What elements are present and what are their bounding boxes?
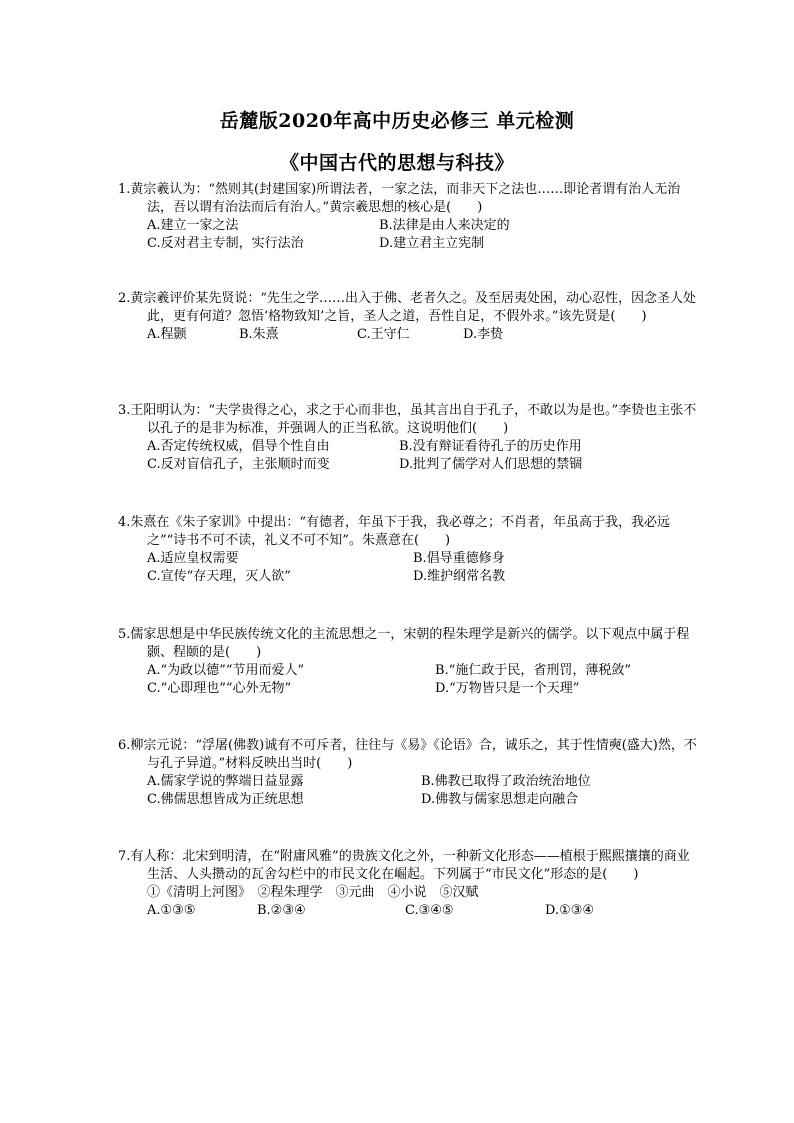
option-c: C.佛儒思想皆成为正统思想 [147,792,304,807]
page-subtitle: 《中国古代的思想与科技》 [279,152,514,174]
question-5 [118,626,698,698]
option-a: A.①③⑤ [147,903,196,918]
question-stem: 4.朱熹在《朱子家训》中提出：“有德者，年虽下于我，我必尊之；不肖者，年虽高于我，我必远之”“诗书不可不读，礼义不可不知”。朱熹意在( ) [118,515,671,548]
question-2 [118,290,698,344]
option-a: A.否定传统权威，倡导个性自由 [147,439,330,454]
question-7 [118,848,698,920]
option-a: A.程颢 [147,327,187,342]
option-a: A.适应皇权需要 [147,551,239,566]
option-b: B.朱熹 [239,327,279,342]
option-d: D.①③④ [545,903,595,918]
option-b: B.②③④ [257,903,306,918]
option-b: B.佛教已取得了政治统治地位 [421,774,591,789]
option-c: C.王守仁 [357,327,410,342]
question-stem: 5.儒家思想是中华民族传统文化的主流思想之一，宋朝的程朱理学是新兴的儒学。以下观点中属于程颢、程颐的是( ) [118,627,690,660]
option-a: A.建立一家之法 [147,218,239,233]
options-row [147,217,698,235]
option-c: C.宣传“存天理，灭人欲” [147,569,291,584]
question-items: ①《清明上河图》 ②程朱理学 ③元曲 ④小说 ⑤汉赋 [147,885,479,900]
question-stem: 3.王阳明认为：“夫学贵得之心，求之于心而非也，虽其言出自于孔子，不敢以为是也。”李贽也主张不以孔子的是非为标准，并强调人的正当私欲。这说明他们( ) [118,403,697,436]
options-row [147,902,698,920]
question-1 [118,181,698,253]
option-d: D.批判了儒学对人们思想的禁锢 [399,457,583,472]
option-b: B.没有辩证看待孔子的历史作用 [399,439,582,454]
option-d: D.维护纲常名教 [413,569,506,584]
options-row [147,235,698,253]
options-row [147,456,698,474]
options-row [147,568,698,586]
option-a: A.儒家学说的弊端日益显露 [147,774,304,789]
option-a: A.“为政以德”“节用而爱人” [147,663,305,678]
option-b: B.法律是由人来决定的 [379,218,510,233]
options-row [147,550,698,568]
question-stem: 7.有人称：北宋到明清，在“附庸风雅”的贵族文化之外，一种新文化形态——植根于熙熙攘攘的商业生活、人头攒动的瓦舍勾栏中的市民文化在崛起。下列属于“市民文化”形态的是( ) [118,849,690,882]
options-row [147,662,698,680]
option-c: C.“心即理也”“心外无物” [147,681,292,696]
option-b: B.“施仁政于民，省刑罚，薄税敛” [435,663,631,678]
options-row [147,680,698,698]
option-d: D.建立君主立宪制 [379,236,485,251]
option-c: C.反对君主专制，实行法治 [147,236,304,251]
question-stem: 1.黄宗羲认为：“然则其(封建国家)所谓法者，一家之法，而非天下之法也……即论者谓有治人无治法，吾以谓有治法而后有治人。”黄宗羲思想的核心是( ) [118,182,681,215]
options-row [147,791,698,809]
option-d: D.佛教与儒家思想走向融合 [421,792,579,807]
question-stem: 6.柳宗元说：“浮屠(佛教)诚有不可斥者，往往与《易》《论语》合，诚乐之，其于性情奭(盛大)然，不与孔子异道。”材料反映出当时( ) [118,738,697,771]
option-c: C.③④⑤ [405,903,454,918]
option-b: B.倡导重德修身 [413,551,505,566]
question-6 [118,737,698,809]
option-d: D.“万物皆只是一个天理” [435,681,580,696]
options-row [147,773,698,791]
options-row [147,438,698,456]
question-stem: 2.黄宗羲评价某先贤说：“先生之学……出入于佛、老者久之。及至居夷处困，动心忍性，因念圣人处此，更有何道？忽悟‘格物致知’之旨，圣人之道，吾性自足，不假外求。”该先贤是( ) [118,291,697,324]
question-3 [118,402,698,474]
options-row [147,326,698,344]
question-4 [118,514,698,586]
page-title: 岳麓版2020年高中历史必修三 单元检测 [219,110,575,132]
option-c: C.反对盲信孔子，主张顺时而变 [147,457,330,472]
option-d: D.李贽 [463,327,504,342]
